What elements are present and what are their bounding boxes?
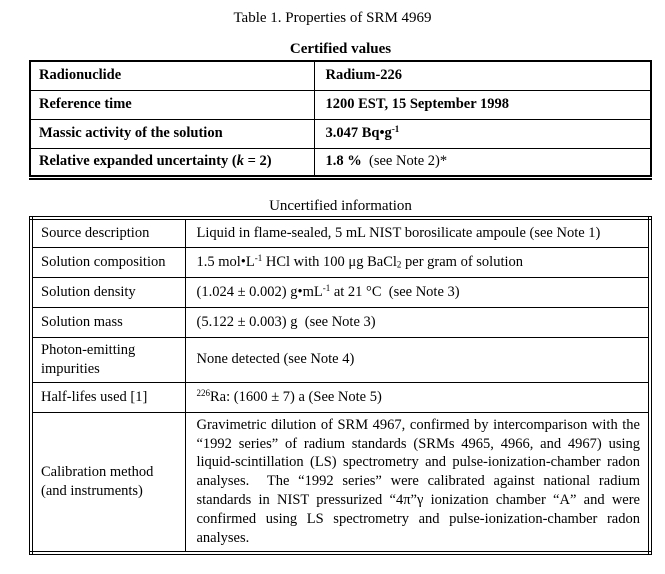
row-value: (5.122 ± 0.003) g (see Note 3) xyxy=(185,308,650,338)
table-row xyxy=(31,338,650,383)
row-label: Calibration method (and instruments) xyxy=(31,412,185,552)
table-row xyxy=(31,308,650,338)
table-row xyxy=(31,248,650,278)
row-value: Gravimetric dilution of SRM 4967, confirmed by intercomparison with the “1992 series” of radium standards (SRMs 4965, 4966, and 4967) using liquid-scintillation (LS) spectrometry and pulse-ionization-chamber radon analyses. The “1992 series” were calibrated against national radium standards in NIST pressurized “4π”γ ionization chamber “A” and were confirmed using LS spectrometry and pulse-ionization-chamber radon analyses. xyxy=(185,412,650,552)
table-row xyxy=(31,412,650,552)
table-row xyxy=(30,61,651,90)
table-title: Table 1. Properties of SRM 4969 xyxy=(233,10,432,26)
table-row xyxy=(31,278,650,308)
table-row xyxy=(30,90,651,119)
row-label: Reference time xyxy=(30,90,314,119)
row-label: Photon-emitting impurities xyxy=(31,338,185,383)
row-value: 1.8 % (see Note 2)* xyxy=(314,148,651,177)
table-row xyxy=(31,218,650,248)
table-row xyxy=(31,382,650,412)
row-value: (1.024 ± 0.002) $g•mL^{-1}$ at 21 °C (see Note 3) xyxy=(185,278,650,308)
certified-values-heading: Certified values xyxy=(289,41,392,57)
row-value: None detected (see Note 4) xyxy=(185,338,650,383)
table-row xyxy=(30,148,651,177)
uncertified-information-table xyxy=(29,216,652,555)
row-value: 3.047 $Bq•g^{-1}$ xyxy=(314,119,651,148)
row-label: Solution mass xyxy=(31,308,185,338)
uncertified-information-heading: Uncertified information xyxy=(269,197,412,214)
certified-values-table xyxy=(29,60,652,180)
table-row xyxy=(30,119,651,148)
row-value: Liquid in flame-sealed, 5 mL NIST borosilicate ampoule (see Note 1) xyxy=(185,218,650,248)
row-value: 1.5 $mol•L^{-1}$ HCl with 100 μg BaCl$_2$ per gram of solution xyxy=(185,248,650,278)
row-label: Massic activity of the solution xyxy=(30,119,314,148)
row-label: Relative expanded uncertainty (k = 2) xyxy=(30,148,314,177)
row-value: Radium-226 xyxy=(314,61,651,90)
row-label: Half-lifes used [1] xyxy=(31,382,185,412)
row-value: $^{226}$Ra: (1600 ± 7) a (See Note 5) xyxy=(185,382,650,412)
row-label: Solution density xyxy=(31,278,185,308)
row-label: Solution composition xyxy=(31,248,185,278)
row-value: 1200 EST, 15 September 1998 xyxy=(314,90,651,119)
row-label: Source description xyxy=(31,218,185,248)
row-label: Radionuclide xyxy=(30,61,314,90)
